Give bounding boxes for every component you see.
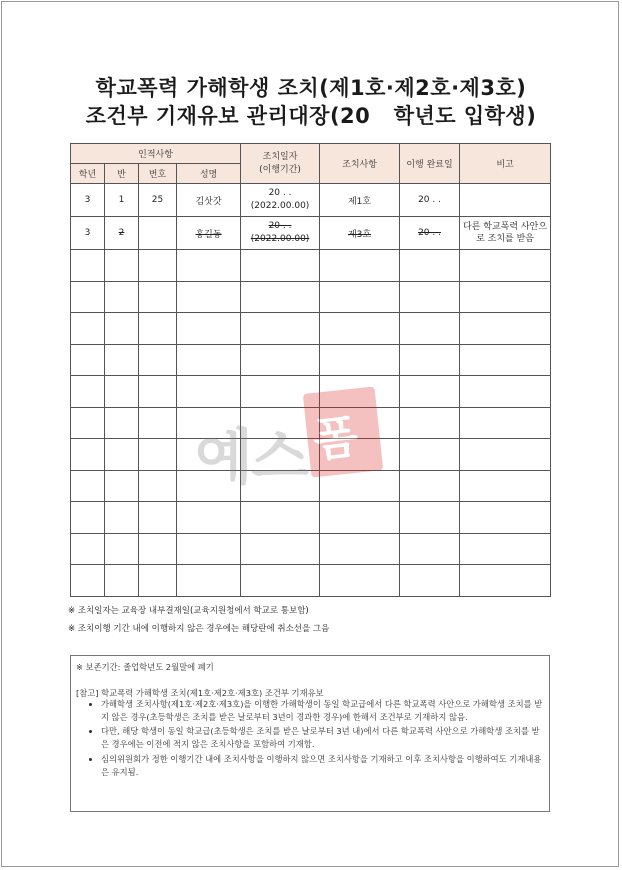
empty-cell xyxy=(139,407,177,439)
action-header: 조치사항 xyxy=(320,144,400,184)
page-title: 학교폭력 가해학생 조치(제1호·제2호·제3호) xyxy=(95,76,527,100)
ledger-table xyxy=(70,143,551,597)
list-item: • 심의위원회가 정한 이행기간 내에 조치사항을 이행하지 않으면 조치사항을 기재하고 이후 조치사항을 이행하여도 기재내용은 유지됨. xyxy=(101,753,546,778)
empty-cell xyxy=(139,313,177,345)
empty-cell xyxy=(177,281,241,313)
empty-cell xyxy=(400,344,460,376)
completion-date-cell: 20 . . xyxy=(400,184,460,217)
empty-cell xyxy=(241,344,320,376)
empty-cell xyxy=(105,533,139,565)
empty-cell xyxy=(105,313,139,345)
empty-cell xyxy=(460,470,551,502)
empty-cell xyxy=(139,533,177,565)
empty-cell xyxy=(105,470,139,502)
page-subtitle: 조건부 기재유보 관리대장(20 학년도 입학생) xyxy=(85,104,537,128)
action-cell: 제1호 xyxy=(320,184,400,217)
action-date-cell: 20 . . (2022.00.00) xyxy=(241,184,320,217)
empty-row xyxy=(71,281,551,313)
empty-cell xyxy=(400,281,460,313)
watermark-logo xyxy=(195,390,435,500)
empty-cell xyxy=(177,533,241,565)
empty-row xyxy=(71,565,551,597)
empty-cell xyxy=(139,439,177,471)
grade-header: 학년 xyxy=(71,164,105,184)
class-header: 반 xyxy=(105,164,139,184)
empty-cell xyxy=(105,407,139,439)
empty-cell xyxy=(400,502,460,534)
empty-cell xyxy=(105,376,139,408)
list-item: • 다만, 해당 학생이 동일 학교급(초등학생은 조치를 받은 날로부터 3년 내)에서 다른 학교폭력 사안으로 가해학생 조치를 받은 경우에는 이전에 적지 않은 조치사항을 포함하여 기재함. xyxy=(101,725,546,750)
empty-cell xyxy=(71,533,105,565)
empty-cell xyxy=(71,470,105,502)
empty-cell xyxy=(241,313,320,345)
empty-cell xyxy=(460,376,551,408)
empty-cell xyxy=(71,250,105,282)
empty-cell xyxy=(460,439,551,471)
empty-cell xyxy=(139,502,177,534)
remarks-header: 비고 xyxy=(460,144,551,184)
empty-cell xyxy=(71,281,105,313)
empty-cell xyxy=(105,344,139,376)
watermark-stamp-text: 폼 xyxy=(310,408,361,468)
empty-cell xyxy=(460,250,551,282)
empty-cell xyxy=(320,250,400,282)
name-cell: 김삿갓 xyxy=(177,184,241,217)
empty-cell xyxy=(71,565,105,597)
empty-cell xyxy=(105,250,139,282)
empty-cell xyxy=(460,502,551,534)
watermark-text: 예스 xyxy=(195,423,307,493)
empty-row xyxy=(71,533,551,565)
empty-cell xyxy=(400,533,460,565)
empty-cell xyxy=(320,533,400,565)
empty-cell xyxy=(139,250,177,282)
empty-cell xyxy=(71,407,105,439)
empty-cell xyxy=(105,281,139,313)
retention-period: ※ 보존기간: 졸업학년도 2월말에 폐기 xyxy=(76,662,214,672)
list-item: • 가해학생 조치사항(제1호·제2호·제3호)을 이행한 가해학생이 동일 학교급에서 다른 학교폭력 사안으로 가해학생 조치를 받지 않은 경우(초등학생은 조치를 받은 날로부터 3년이 경과한 경우)에 한해서 조건부로 기재하지 않음. xyxy=(101,698,546,723)
empty-cell xyxy=(460,281,551,313)
empty-cell xyxy=(71,439,105,471)
empty-cell xyxy=(460,313,551,345)
empty-cell xyxy=(460,533,551,565)
empty-cell xyxy=(320,281,400,313)
empty-cell xyxy=(139,344,177,376)
completion-date-cell: 20 . . xyxy=(400,217,460,250)
empty-cell xyxy=(177,313,241,345)
number-cell: 25 xyxy=(139,184,177,217)
class-cell: 2 xyxy=(105,217,139,250)
empty-cell xyxy=(460,565,551,597)
empty-cell xyxy=(139,470,177,502)
empty-cell xyxy=(241,502,320,534)
empty-cell xyxy=(177,250,241,282)
grade-cell: 3 xyxy=(71,217,105,250)
empty-cell xyxy=(320,502,400,534)
empty-cell xyxy=(177,565,241,597)
personal-info-header: 인적사항 xyxy=(71,144,241,164)
empty-cell xyxy=(320,313,400,345)
empty-cell xyxy=(139,376,177,408)
empty-cell xyxy=(460,344,551,376)
empty-cell xyxy=(241,565,320,597)
table-row xyxy=(71,184,551,217)
number-header: 번호 xyxy=(139,164,177,184)
empty-cell xyxy=(177,344,241,376)
empty-cell xyxy=(400,565,460,597)
empty-cell xyxy=(105,439,139,471)
class-cell: 1 xyxy=(105,184,139,217)
empty-row xyxy=(71,344,551,376)
action-date-cell: 20 . . (2022.00.00) xyxy=(241,217,320,250)
remarks-cell xyxy=(460,184,551,217)
action-date-header: 조치일자 (이행기간) xyxy=(241,144,320,184)
empty-cell xyxy=(139,565,177,597)
reference-heading: [참고] 학교폭력 가해학생 조치(제1호·제2호·제3호) 조건부 기재유보 xyxy=(76,688,324,698)
completion-date-header: 이행 완료일 xyxy=(400,144,460,184)
empty-cell xyxy=(71,344,105,376)
empty-cell xyxy=(105,565,139,597)
empty-cell xyxy=(177,502,241,534)
grade-cell: 3 xyxy=(71,184,105,217)
number-cell xyxy=(139,217,177,250)
empty-cell xyxy=(320,565,400,597)
empty-row xyxy=(71,250,551,282)
empty-cell xyxy=(71,313,105,345)
name-header: 성명 xyxy=(177,164,241,184)
info-box xyxy=(70,655,550,812)
remarks-cell: 다른 학교폭력 사안으로 조치를 받음 xyxy=(460,217,551,250)
reference-list xyxy=(87,698,546,780)
empty-cell xyxy=(400,313,460,345)
empty-cell xyxy=(241,281,320,313)
action-cell: 제3호 xyxy=(320,217,400,250)
empty-cell xyxy=(241,533,320,565)
empty-cell xyxy=(320,344,400,376)
note-action-date: ※ 조치일자는 교육장 내부결재일(교육지원청에서 학교로 통보함) xyxy=(68,606,309,616)
empty-row xyxy=(71,502,551,534)
empty-cell xyxy=(241,250,320,282)
empty-cell xyxy=(460,407,551,439)
note-strikethrough: ※ 조치이행 기간 내에 이행하지 않은 경우에는 해당란에 취소선을 그음 xyxy=(68,624,330,634)
name-cell: 홍길동 xyxy=(177,217,241,250)
empty-cell xyxy=(400,250,460,282)
empty-cell xyxy=(71,502,105,534)
table-row xyxy=(71,217,551,250)
empty-cell xyxy=(71,376,105,408)
empty-cell xyxy=(105,502,139,534)
empty-row xyxy=(71,313,551,345)
empty-cell xyxy=(139,281,177,313)
